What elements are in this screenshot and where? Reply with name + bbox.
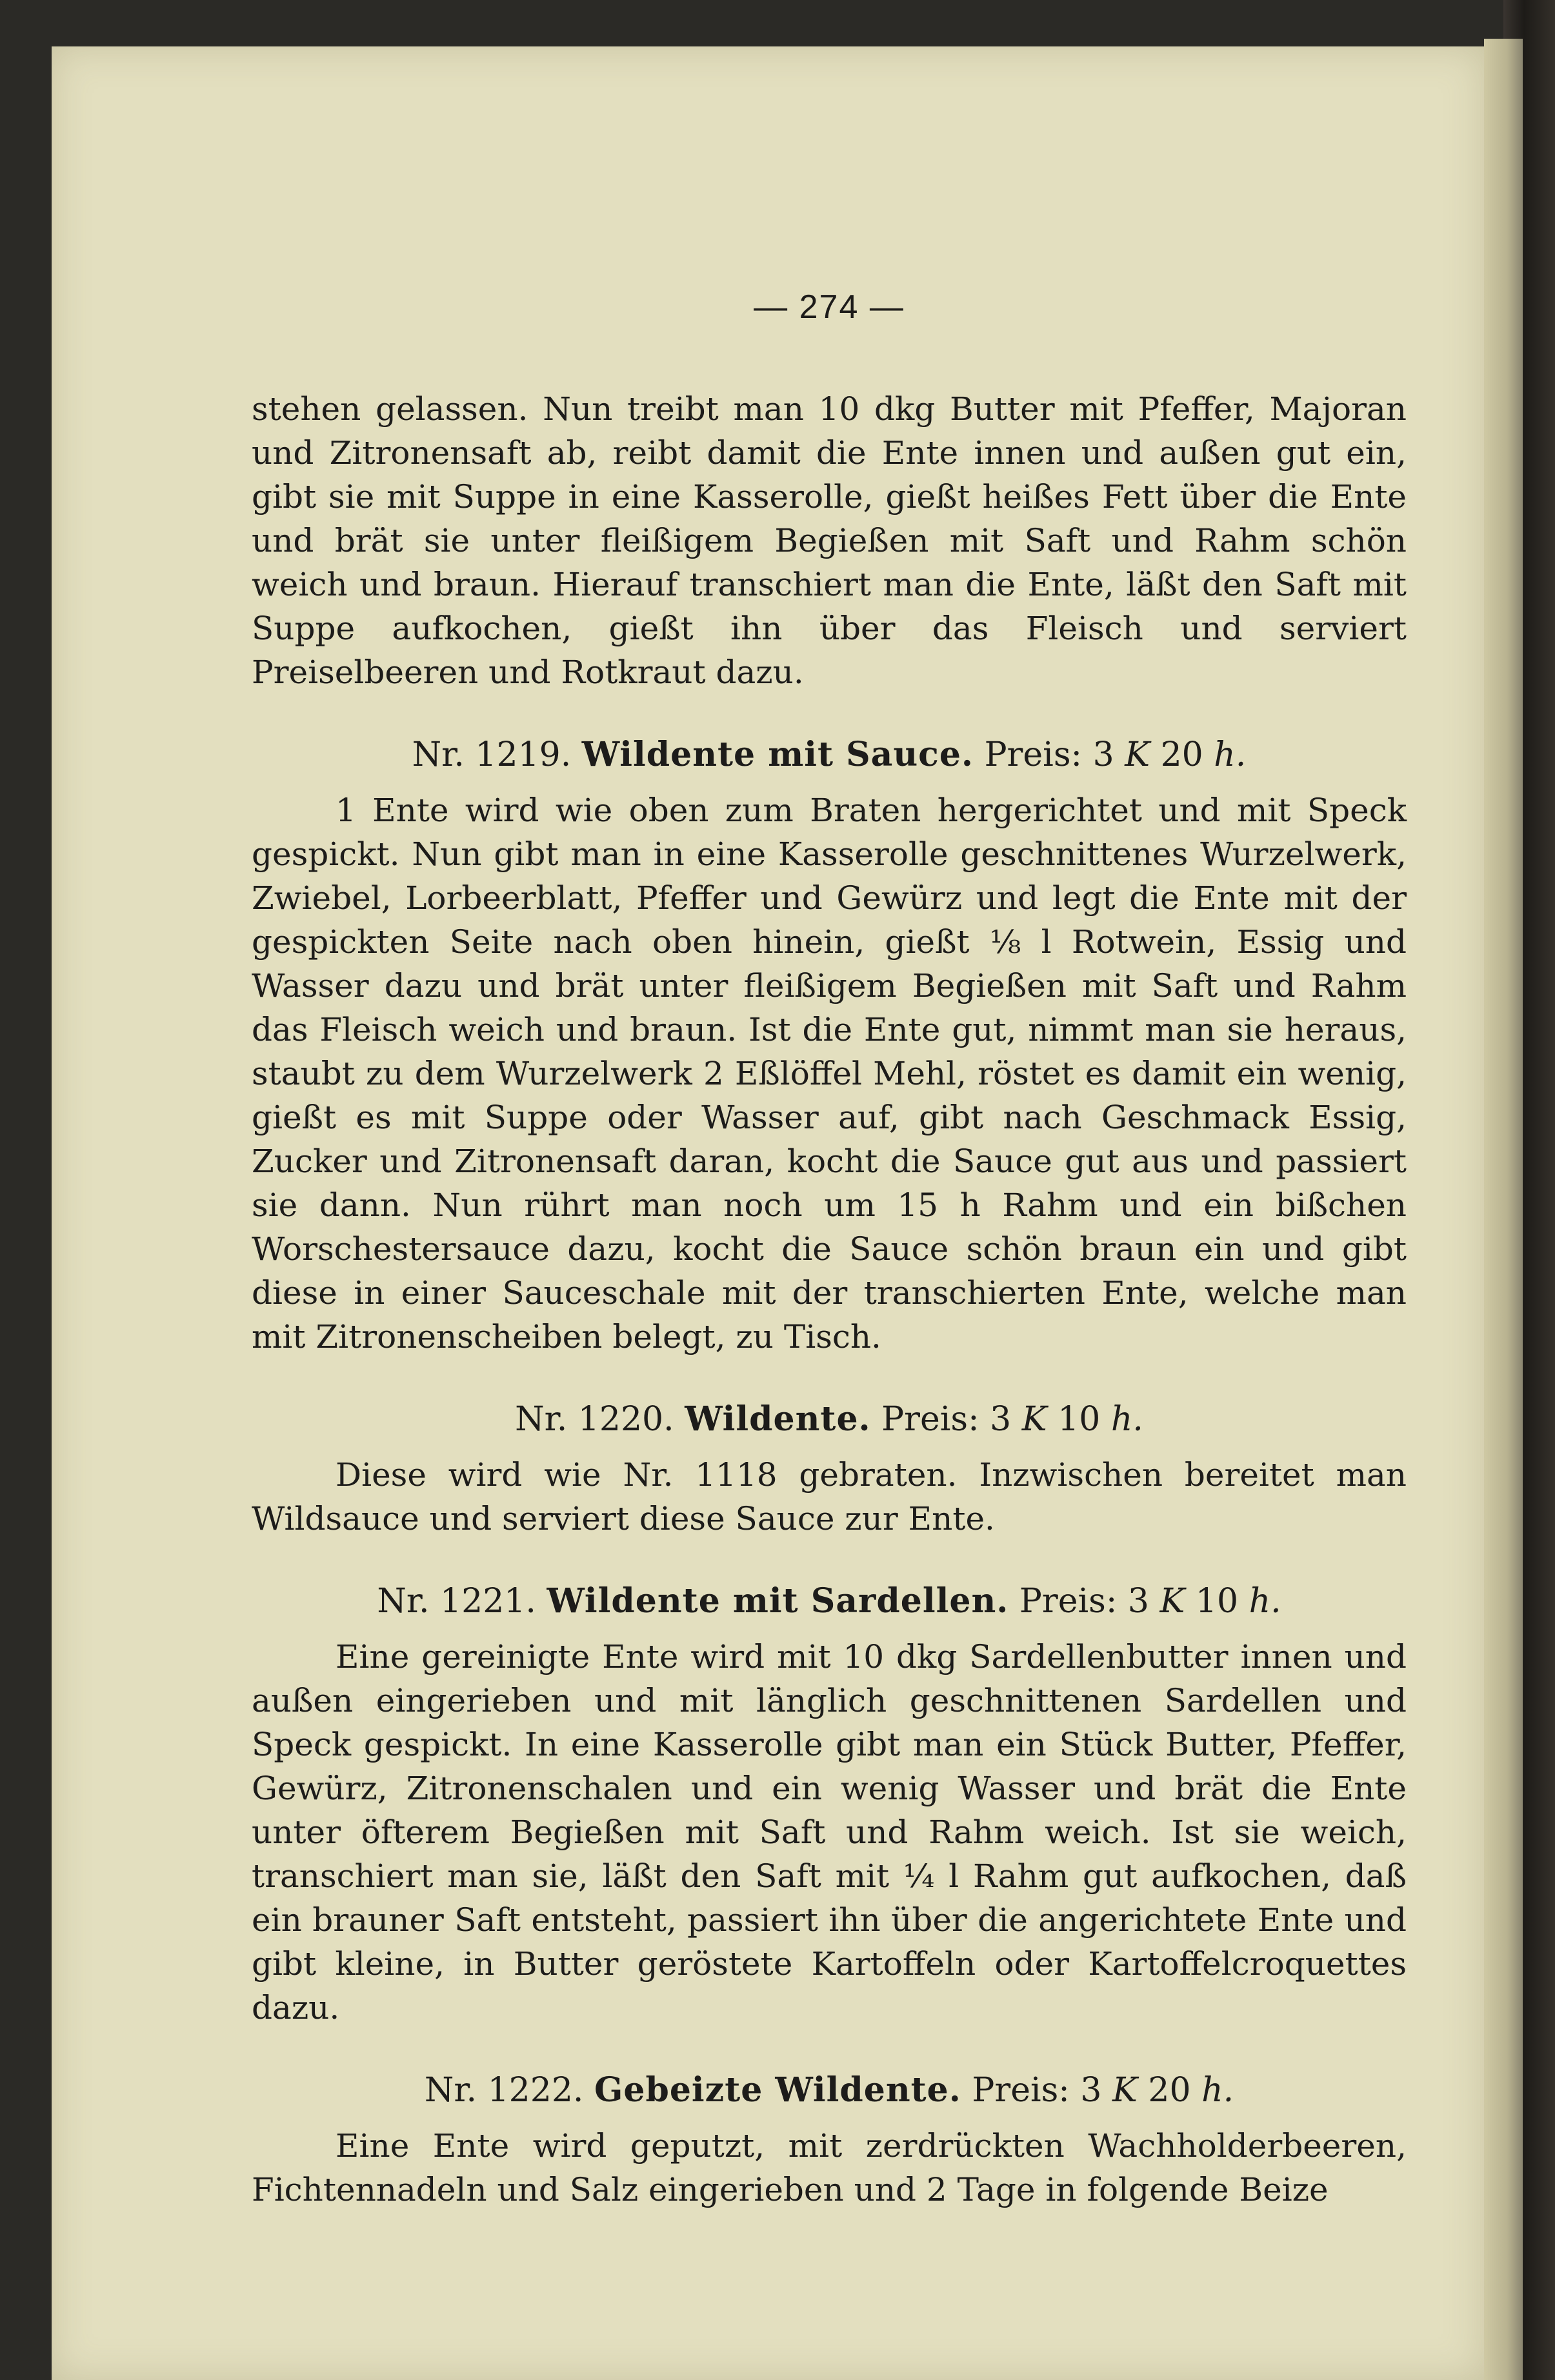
price-kronen: 3 bbox=[1127, 1582, 1149, 1621]
page-number: — 274 — bbox=[754, 288, 905, 326]
price-label: Preis: bbox=[972, 2071, 1070, 2110]
recipe-name: Wildente mit Sardellen. bbox=[547, 1581, 1009, 1621]
recipe-text-1219: 1 Ente wird wie oben zum Braten hergerichtet und mit Speck gespickt. Nun gibt man in eine Kasserolle geschnittenes Wurzelwerk, Zwiebel, Lorbeerblatt, Pfeffer und Gewürz und legt die Ente mit der gespickten Seite nach oben hinein, gießt ⅛ l Rotwein, Essig und Wasser dazu und brät unter fleißigem Begießen mit Saft und Rahm das Fleisch weich und braun. Ist die Ente gut, nimmt man sie heraus, staubt zu dem Wurzelwerk 2 Eßlöffel Mehl, röstet es damit ein wenig, gießt es mit Suppe oder Wasser auf, gibt nach Geschmack Essig, Zucker und Zitronensaft daran, kocht die Sauce gut aus und passiert sie dann. Nun rührt man noch um 15 h Rahm und ein bißchen Worschestersauce dazu, kocht die Sauce schön braun ein und gibt diese in einer Sauceschale mit der transchierten Ente, welche man mit Zitronenscheiben belegt, zu Tisch. bbox=[252, 792, 1407, 1355]
price-heller: 20 bbox=[1148, 2071, 1191, 2110]
unit-kronen: K bbox=[1112, 2071, 1138, 2110]
recipe-text-1220: Diese wird wie Nr. 1118 gebraten. Inzwischen bereitet man Wildsauce und serviert diese Sauce zur Ente. bbox=[252, 1456, 1407, 1537]
price-heller: 20 bbox=[1160, 735, 1203, 774]
unit-heller: h. bbox=[1214, 735, 1247, 774]
unit-heller: h. bbox=[1110, 1400, 1143, 1439]
unit-kronen: K bbox=[1125, 735, 1150, 774]
recipe-name: Wildente. bbox=[685, 1399, 871, 1439]
recipe-text-1221: Eine gereinigte Ente wird mit 10 dkg Sardellenbutter innen und außen eingerieben und mit länglich geschnittenen Sardellen und Speck gespickt. In eine Kasserolle gibt man ein Stück Butter, Pfeffer, Gewürz, Zitronenschalen und ein wenig Wasser und brät die Ente unter öfterem Begießen mit Saft und Rahm weich. Ist sie weich, transchiert man sie, läßt den Saft mit ¼ l Rahm gut aufkochen, daß ein brauner Saft entsteht, passiert ihn über die angerichtete Ente und gibt kleine, in Butter geröstete Kartoffeln oder Kartoffelcroquettes dazu. bbox=[252, 1638, 1407, 2026]
recipe-number: Nr. 1221. bbox=[377, 1582, 536, 1621]
unit-heller: h. bbox=[1249, 1582, 1281, 1621]
unit-heller: h. bbox=[1201, 2071, 1234, 2110]
recipe-number: Nr. 1220. bbox=[515, 1400, 674, 1439]
recipe-heading-1222 bbox=[252, 2068, 1407, 2112]
recipe-heading-1219 bbox=[252, 733, 1407, 777]
recipe-name: Gebeizte Wildente. bbox=[594, 2070, 961, 2110]
price-label: Preis: bbox=[881, 1400, 979, 1439]
intro-paragraph: stehen gelassen. Nun treibt man 10 dkg Butter mit Pfeffer, Majoran und Zitronensaft ab, reibt damit die Ente innen und außen gut ein, gibt sie mit Suppe in eine Kasserolle, gießt heißes Fett über die Ente und brät sie unter fleißigem Begießen mit Saft und Rahm schön weich und braun. Hierauf transchiert man die Ente, läßt den Saft mit Suppe aufkochen, gießt ihn über das Fleisch und serviert Preiselbeeren und Rotkraut dazu. bbox=[252, 390, 1407, 691]
price-kronen: 3 bbox=[990, 1400, 1012, 1439]
price-heller: 10 bbox=[1058, 1400, 1101, 1439]
recipe-heading-1220 bbox=[252, 1397, 1407, 1441]
price-label: Preis: bbox=[984, 735, 1083, 774]
recipe-heading-1221 bbox=[252, 1579, 1407, 1623]
price-label: Preis: bbox=[1019, 1582, 1118, 1621]
page-content bbox=[252, 240, 1407, 2212]
recipe-name: Wildente mit Sauce. bbox=[581, 735, 974, 774]
book-page bbox=[52, 46, 1484, 2380]
recipe-text-1222: Eine Ente wird geputzt, mit zerdrückten Wachholderbeeren, Fichtennadeln und Salz eingerieben und 2 Tage in folgende Beize bbox=[252, 2127, 1407, 2208]
price-kronen: 3 bbox=[1080, 2071, 1102, 2110]
recipe-number: Nr. 1219. bbox=[412, 735, 572, 774]
unit-kronen: K bbox=[1159, 1582, 1185, 1621]
page-edge bbox=[1484, 39, 1523, 2380]
recipe-number: Nr. 1222. bbox=[424, 2071, 584, 2110]
price-heller: 10 bbox=[1195, 1582, 1239, 1621]
unit-kronen: K bbox=[1021, 1400, 1047, 1439]
price-kronen: 3 bbox=[1092, 735, 1114, 774]
